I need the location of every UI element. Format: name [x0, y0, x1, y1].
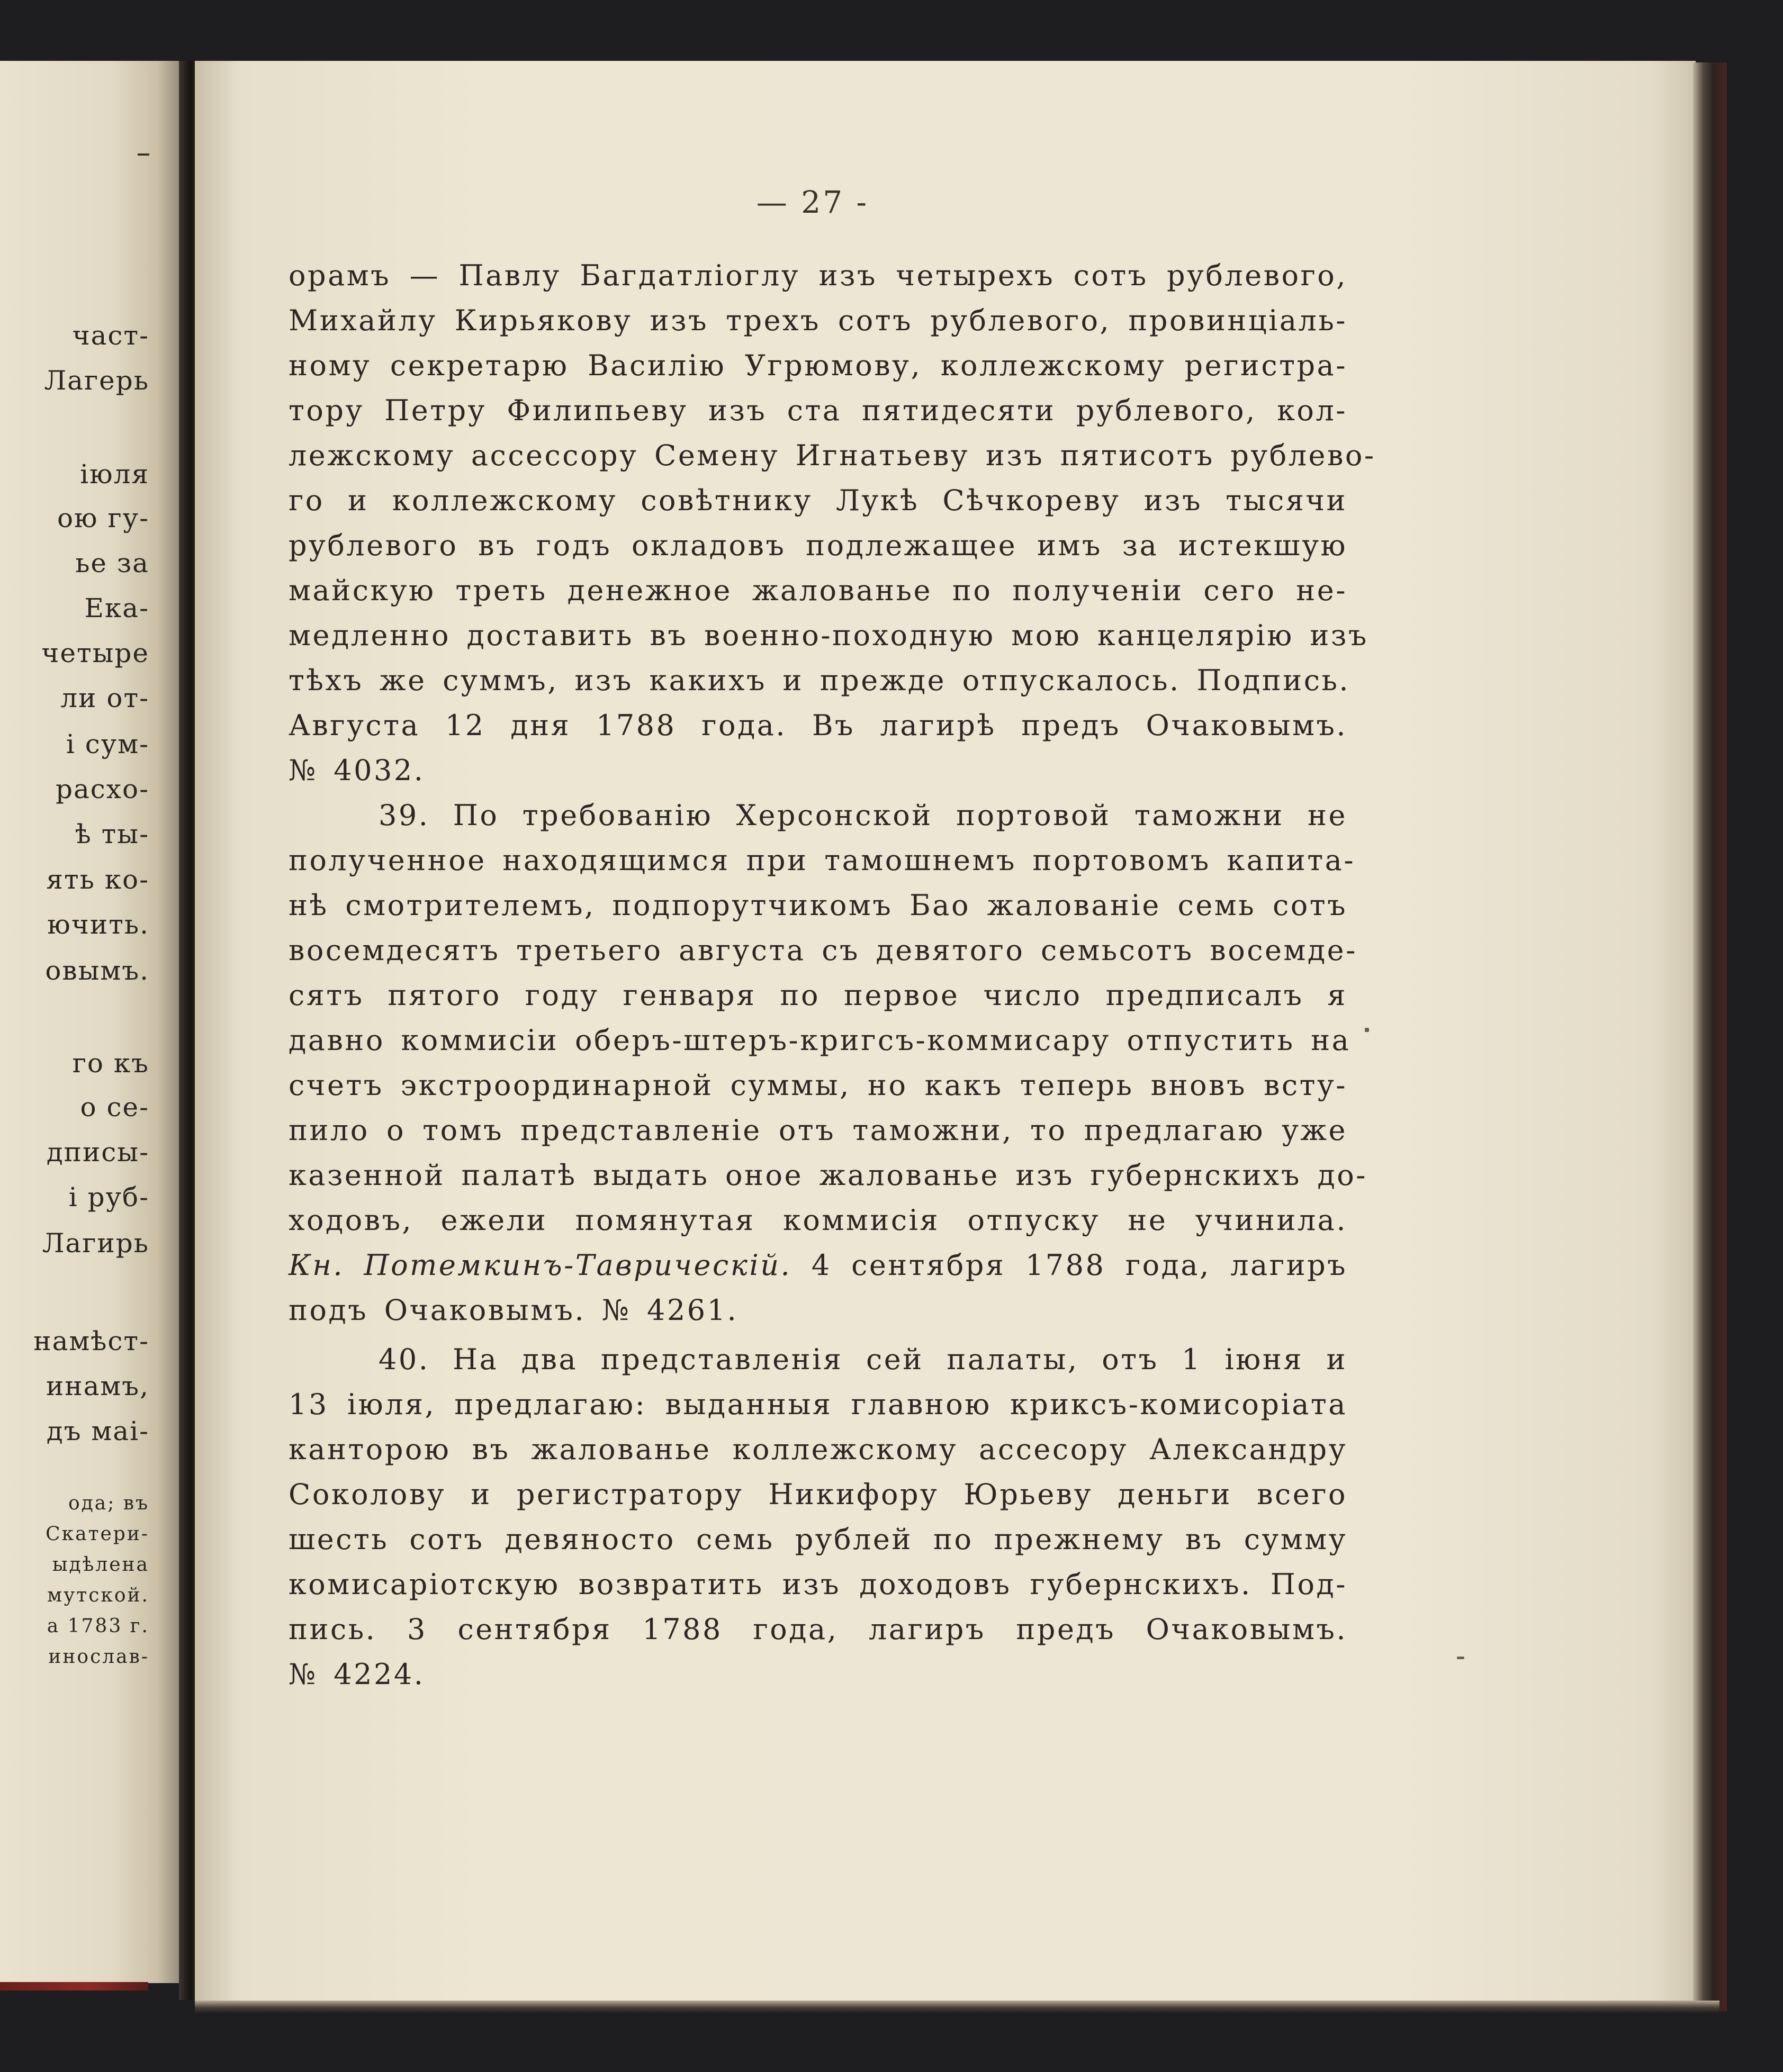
previous-page — [0, 61, 185, 1983]
previous-page-fragment: і руб- — [68, 1182, 149, 1213]
header-dash — [138, 153, 149, 156]
text-line: казенной палатѣ выдать оное жалованье изъ губернскихъ до- — [289, 1159, 1367, 1192]
text-line: рублевого въ годъ окладовъ подлежащее имъ за истекшую — [289, 529, 1347, 562]
previous-page-fragment: овымъ. — [45, 955, 149, 986]
text-line: 40. На два представленія сей палаты, отъ 1 іюня и — [379, 1343, 1347, 1376]
previous-page-footnote-fragment: мутской. — [47, 1585, 149, 1606]
previous-page-fragment: инамъ, — [46, 1371, 149, 1401]
previous-page-footnote-fragment: ода; въ — [68, 1492, 149, 1514]
previous-page-fragment: расхо- — [55, 774, 149, 804]
text-line: нѣ смотрителемъ, подпорутчикомъ Бао жалованіе семь сотъ — [289, 889, 1347, 922]
text-line: ному секретарю Василію Угрюмову, коллежскому регистра- — [289, 349, 1347, 382]
text-line: счетъ экстроординарной суммы, но какъ теперь вновъ всту- — [289, 1069, 1347, 1102]
book-cover-edge — [0, 1982, 148, 1990]
text-line-rest: 4 сентября 1788 года, лагиръ — [791, 1248, 1347, 1282]
previous-page-footnote-fragment: Скатери- — [46, 1523, 149, 1545]
text-line: тору Петру Филипьеву изъ ста пятидесяти рублевого, кол- — [289, 394, 1347, 427]
previous-page-footnote-fragment: а 1783 г. — [47, 1615, 149, 1637]
text-line: майскую треть денежное жалованье по полученіи сего не- — [289, 574, 1347, 607]
previous-page-fragment: іюля — [80, 459, 149, 490]
previous-page-fragment: дписы- — [46, 1137, 149, 1168]
text-line: 39. По требованію Херсонской портовой таможни не — [379, 799, 1347, 832]
previous-page-footnote-fragment: ыдѣлена — [52, 1554, 149, 1576]
page-right-edge — [1693, 62, 1727, 2011]
text-line: Соколову и регистратору Никифору Юрьеву деньги всего — [289, 1478, 1347, 1511]
text-line: сятъ пятого году генваря по первое число предписалъ я — [289, 979, 1347, 1012]
previous-page-fragment: о се- — [80, 1092, 149, 1123]
text-line: полученное находящимся при тамошнемъ портовомъ капита- — [289, 844, 1356, 877]
page-speck — [1457, 1657, 1464, 1659]
previous-page-fragment: Лагирь — [42, 1228, 149, 1259]
previous-page-fragment: Ека- — [84, 593, 149, 623]
text-line — [289, 1246, 1347, 1285]
text-line: восемдесятъ третьего августа съ девятого семьсотъ восемде- — [289, 934, 1357, 967]
text-line: шесть сотъ девяносто семь рублей по прежнему въ сумму — [289, 1523, 1347, 1556]
text-line: комисаріотскую возвратить изъ доходовъ губернскихъ. Под- — [289, 1568, 1347, 1601]
text-line: 13 іюля, предлагаю: выданныя главною криксъ-комисоріата — [289, 1388, 1347, 1421]
text-line: ходовъ, ежели помянутая коммисія отпуску не учинила. — [289, 1204, 1347, 1237]
text-line: давно коммисіи оберъ-штеръ-кригсъ-коммисару отпустить на — [289, 1024, 1351, 1057]
previous-page-fragment: част- — [72, 320, 149, 351]
page-bottom-edge — [195, 2001, 1719, 2013]
previous-page-fragment: четыре — [41, 638, 149, 668]
text-line: лежскому ассессору Семену Игнатьеву изъ пятисотъ рублево- — [289, 439, 1376, 472]
text-line: орамъ — Павлу Багдатліоглу изъ четырехъ сотъ рублевого, — [289, 259, 1347, 292]
previous-page-fragment: намѣст- — [33, 1326, 149, 1356]
previous-page-fragment: ючить. — [47, 909, 149, 940]
text-line: го и коллежскому совѣтнику Лукѣ Сѣчкореву изъ тысячи — [289, 484, 1347, 517]
page-number: — 27 - — [756, 184, 869, 220]
previous-page-fragment: ою гу- — [57, 503, 149, 533]
text-line: канторою въ жалованье коллежскому ассесору Александру — [289, 1433, 1347, 1466]
previous-page-fragment: ли от- — [60, 683, 149, 713]
text-line: № 4032. — [289, 754, 425, 787]
text-line: медленно доставить въ военно-походную мою канцелярію изъ — [289, 619, 1368, 652]
text-line: пило о томъ представленіе отъ таможни, то предлагаю уже — [289, 1114, 1347, 1147]
signature-italic: Кн. Потемкинъ-Таврическій. — [289, 1248, 792, 1282]
page-speck — [1365, 1028, 1369, 1032]
previous-page-fragment: ье за — [75, 548, 149, 578]
previous-page-footnote-fragment: инослав- — [48, 1646, 149, 1668]
previous-page-fragment: дъ маі- — [46, 1416, 149, 1446]
text-line: Михайлу Кирьякову изъ трехъ сотъ рублевого, провинціаль- — [289, 304, 1347, 337]
previous-page-fragment: го къ — [72, 1048, 149, 1079]
text-line: подъ Очаковымъ. № 4261. — [289, 1293, 739, 1327]
previous-page-fragment: і сум- — [66, 729, 149, 759]
previous-page-fragment: ять ко- — [46, 864, 149, 895]
text-line: пись. 3 сентября 1788 года, лагиръ предъ Очаковымъ. — [289, 1613, 1347, 1646]
previous-page-fragment: Лагерь — [44, 365, 149, 396]
previous-page-fragment: ѣ ты- — [75, 819, 149, 849]
text-line: тѣхъ же суммъ, изъ какихъ и прежде отпускалось. Подпись. — [289, 664, 1350, 697]
text-line: Августа 12 дня 1788 года. Въ лагирѣ предъ Очаковымъ. — [289, 709, 1347, 742]
text-line: № 4224. — [289, 1658, 425, 1691]
